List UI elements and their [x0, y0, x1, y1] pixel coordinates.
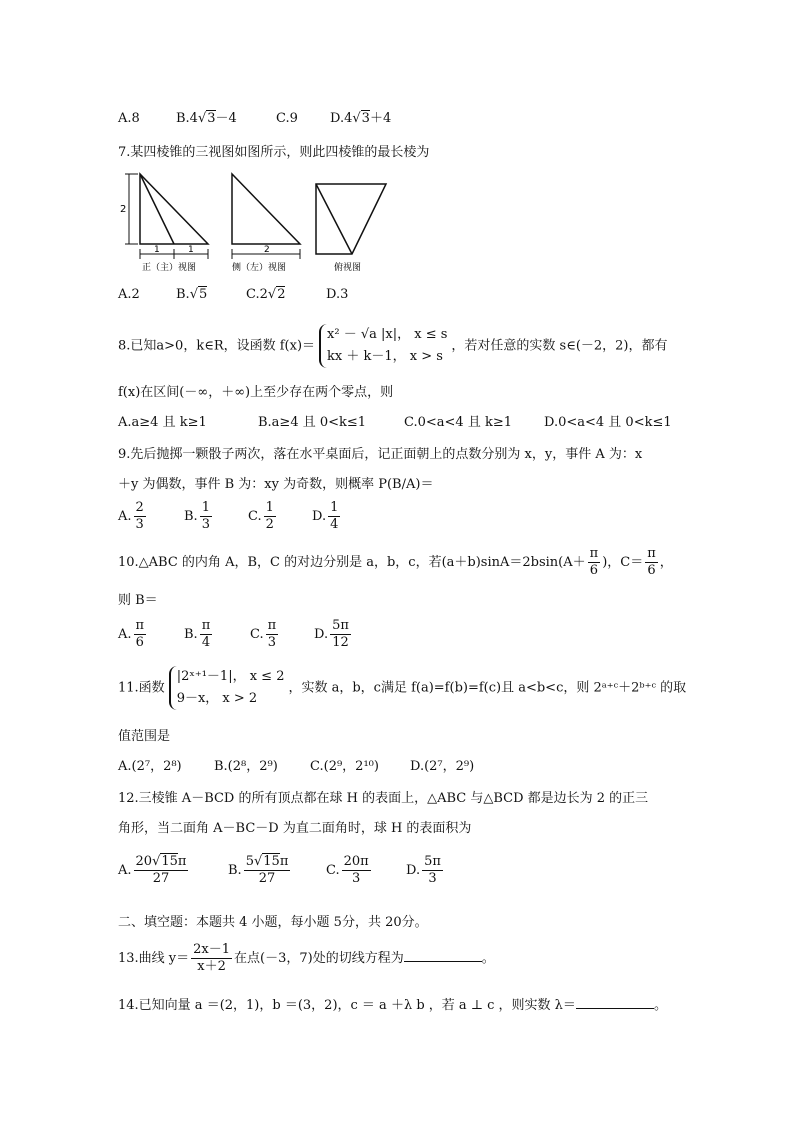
q13-answer-blank[interactable]	[404, 949, 482, 962]
q13: 13.曲线 y＝ $\frac{2x-1}{x+2}$ 在点(－3，7)处的切线方程为 。	[118, 942, 495, 974]
q10-stem: 10.△ABC 的内角 A，B，C 的对边分别是 a，b，c，若(a＋b)sinA＝2bsin(A＋ $\frac{\pi}{6}$ )，C＝ $\frac{\pi}{6}$ ，	[118, 546, 673, 578]
q9-line2: ＋y 为偶数，事件 B 为：xy 为奇数，则概率 P(B/A)＝	[118, 477, 434, 492]
front-height-label: 2	[120, 204, 127, 215]
q8-piecewise: x² － √a |x|， x ≤ s kx ＋ k－1， x > s	[319, 324, 447, 368]
side-view-label: 侧（左）视图	[232, 263, 287, 273]
q7-option-c: C.2√2	[246, 287, 286, 302]
q11-option-d: D.(2⁷，2⁹)	[410, 759, 475, 774]
front-width-dims	[140, 249, 208, 259]
q14-answer-blank[interactable]	[576, 996, 654, 1009]
q12-line2: 角形，当二面角 A－BC－D 为直二面角时，球 H 的表面积为	[118, 821, 472, 836]
q6-option-a: A.8	[118, 111, 140, 126]
q8-option-c: C.0<a<4 且 k≥1	[404, 415, 512, 430]
q10-option-d: D. $\frac{5\pi}{12}$	[314, 618, 349, 650]
q8-option-d: D.0<a<4 且 0<k≤1	[544, 415, 672, 430]
q9-option-a: A. $\frac{2}{3}$	[118, 500, 144, 532]
q6-option-c: C.9	[276, 111, 298, 126]
q7-three-views-figure	[118, 166, 398, 278]
q7-stem: 7.某四棱锥的三视图如图所示，则此四棱锥的最长棱为	[118, 145, 430, 160]
q9-line1: 9.先后抛掷一颗骰子两次，落在水平桌面后，记正面朝上的点数分别为 x，y，事件 A 为：x	[118, 447, 643, 462]
q10-option-c: C. $\frac{\pi}{3}$	[250, 618, 277, 650]
q12-line1: 12.三棱锥 A－BCD 的所有顶点都在球 H 的表面上，△ABC 与△BCD 都是边长为 2 的正三	[118, 791, 649, 806]
top-view	[316, 184, 386, 254]
q10-option-b: B. $\frac{\pi}{4}$	[184, 618, 211, 650]
q11-piecewise: |2ˣ⁺¹－1|， x ≤ 2 9－x， x > 2	[169, 666, 285, 710]
q9-option-d: D. $\frac{1}{4}$	[312, 500, 339, 532]
q12-option-a: A. $\frac{20√15\pi}{27}$	[118, 854, 187, 886]
q10-option-a: A. $\frac{\pi}{6}$	[118, 618, 145, 650]
q10-line2: 则 B＝	[118, 593, 158, 608]
q11-option-c: C.(2⁹，2¹⁰)	[310, 759, 379, 774]
q7-option-b: B.√5	[176, 287, 208, 302]
q6-option-b: B.4√3－4	[176, 111, 237, 126]
side-dim-2: 2	[264, 245, 270, 255]
q12-option-d: D. $\frac{5\pi}{3}$	[406, 854, 441, 886]
q11-stem: 11.函数 |2ˣ⁺¹－1|， x ≤ 2 9－x， x > 2 ，实数 a，b，c满足 f(a)=f(b)=f(c)且 a<b<c，则 2ᵃ⁺ᶜ＋2ᵇ⁺ᶜ 的取	[118, 666, 686, 711]
q8-option-a: A.a≥4 且 k≥1	[118, 415, 207, 430]
q7-option-d: D.3	[326, 287, 349, 302]
q7-option-a: A.2	[118, 287, 140, 302]
q8-line2: f(x)在区间(－∞，＋∞)上至少存在两个零点，则	[118, 385, 394, 400]
top-view-label: 俯视图	[334, 263, 362, 273]
q12-option-b: B. $\frac{5√15\pi}{27}$	[228, 854, 289, 886]
q11-option-b: B.(2⁸，2⁹)	[214, 759, 278, 774]
front-dim-1a: 1	[154, 245, 160, 255]
q8-option-b: B.a≥4 且 0<k≤1	[258, 415, 367, 430]
front-dim-1b: 1	[188, 245, 194, 255]
section-2-heading: 二、填空题：本题共 4 小题，每小题 5分，共 20分。	[118, 915, 428, 930]
q9-option-b: B. $\frac{1}{3}$	[184, 500, 210, 532]
front-view	[140, 174, 208, 244]
q6-option-d: D.4√3＋4	[330, 111, 392, 126]
q9-option-c: C. $\frac{1}{2}$	[248, 500, 274, 532]
q12-option-c: C. $\frac{20\pi}{3}$	[326, 854, 369, 886]
side-view	[232, 174, 300, 244]
q8-stem: 8.已知a>0，k∈R，设函数 f(x)＝ x² － √a |x|， x ≤ s kx ＋ k－1， x > s ，若对任意的实数 s∈(－2，2)，都有	[118, 324, 668, 369]
front-view-label: 正（主）视图	[142, 263, 197, 273]
q14: 14.已知向量 a ＝(2，1)，b ＝(3，2)，c ＝ a ＋λ b ，若 a ⊥ c ，则实数 λ＝ 。	[118, 998, 667, 1013]
q11-line2: 值范围是	[118, 729, 171, 744]
q11-option-a: A.(2⁷，2⁸)	[118, 759, 182, 774]
front-height-dim	[125, 174, 138, 244]
